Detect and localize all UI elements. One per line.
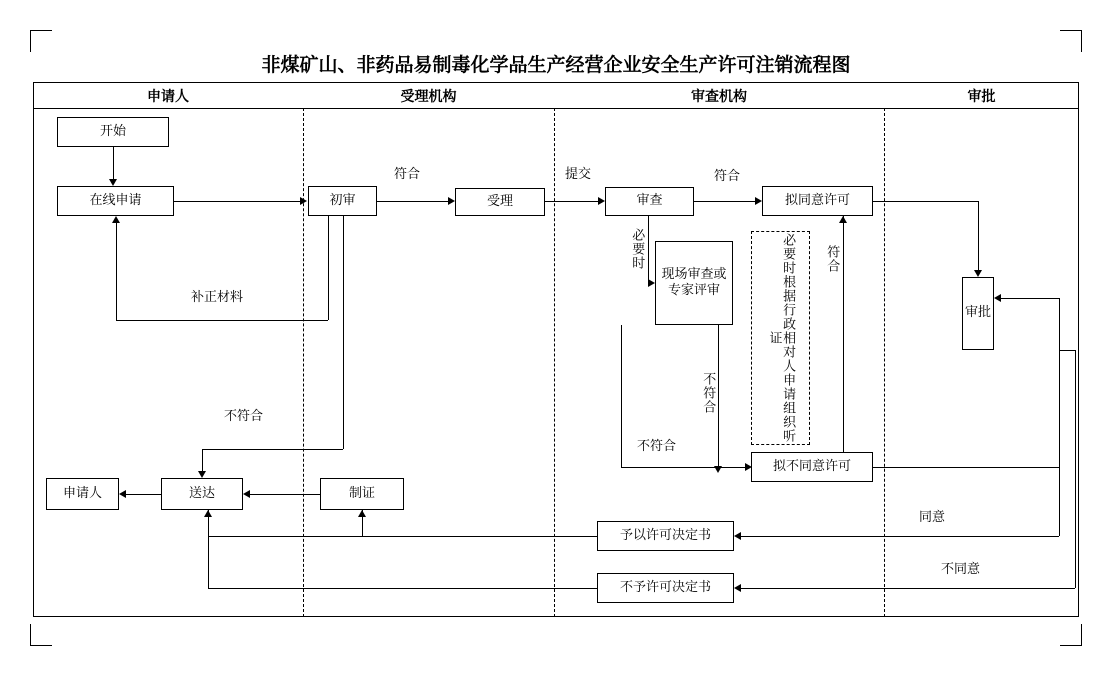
- node-deny-decision[interactable]: 不予许可决定书: [597, 573, 734, 603]
- edge-supplement-v-left: [116, 223, 117, 320]
- edge-label-not-qualified-vertical: 不符合: [700, 372, 716, 414]
- edge-agree-to-approve-h: [873, 201, 978, 202]
- edge-first-review-reject-v: [343, 216, 344, 449]
- node-start[interactable]: 开始: [57, 117, 169, 147]
- edge-supplement-h: [116, 320, 328, 321]
- edge-examine-notqualified-h: [621, 467, 745, 468]
- edge-examine-to-agree: [694, 201, 755, 202]
- edge-label-supplement: 补正材料: [191, 290, 244, 305]
- edge-label-agree: 同意: [919, 510, 946, 525]
- edge-examine-to-onsite: [648, 216, 649, 283]
- arrowhead-disagree-into-approve: [994, 294, 1001, 302]
- edge-label-qualified-vertical: 符合: [824, 245, 840, 273]
- arrowhead-cert-to-deliver: [243, 490, 250, 498]
- edge-agree-to-approve-v: [978, 201, 979, 270]
- edge-label-submit: 提交: [565, 167, 592, 182]
- edge-disagree-into-approve: [1001, 298, 1059, 299]
- node-online-apply[interactable]: 在线申请: [57, 186, 174, 216]
- arrowhead-examine-notqualified: [745, 463, 752, 471]
- arrowhead-approve-agree: [734, 532, 741, 540]
- edge-deny-to-deliver-h: [208, 588, 597, 589]
- edge-supplement-v-right: [328, 216, 329, 320]
- edge-label-not-qualified-review: 不符合: [637, 439, 677, 454]
- arrowhead-supplement: [112, 216, 120, 223]
- node-first-review[interactable]: 初审: [308, 186, 377, 216]
- arrowhead-first-review-reject: [198, 471, 206, 478]
- edge-deny-to-deliver-v: [208, 510, 209, 588]
- edge-first-review-reject-h: [202, 449, 343, 450]
- edge-apply-to-first-review: [174, 201, 300, 202]
- node-onsite-review[interactable]: 现场审查或专家评审: [655, 241, 733, 325]
- arrowhead-start-to-apply: [109, 179, 117, 186]
- edge-accept-to-examine: [545, 201, 598, 202]
- edge-approve-agree-h: [741, 536, 1059, 537]
- node-grant-decision[interactable]: 予以许可决定书: [597, 521, 734, 551]
- edge-hearing-to-agree: [843, 216, 844, 452]
- page-title: 非煤矿山、非药品易制毒化学品生产经营企业安全生产许可注销流程图: [261, 54, 851, 76]
- arrowhead-examine-to-agree: [755, 197, 762, 205]
- edge-grant-to-cert-h: [208, 536, 597, 537]
- node-deliver[interactable]: 送达: [161, 478, 243, 510]
- crop-mark-bottom-left: [30, 624, 52, 646]
- lane-divider-2: [554, 108, 555, 617]
- edge-approve-disagree-h: [741, 588, 1075, 589]
- arrowhead-apply-to-first-review: [300, 197, 307, 205]
- edge-label-disagree: 不同意: [941, 562, 981, 577]
- node-approve[interactable]: 审批: [962, 277, 994, 350]
- crop-mark-top-right: [1060, 30, 1082, 52]
- node-agree-permit[interactable]: 拟同意许可: [762, 186, 873, 216]
- arrowhead-deny-to-deliver: [204, 510, 212, 517]
- edge-label-qualified-1: 符合: [394, 167, 421, 182]
- edge-approve-disagree-v: [1075, 350, 1076, 588]
- lane-divider-1: [303, 108, 304, 617]
- arrowhead-approve-disagree: [734, 584, 741, 592]
- crop-mark-top-left: [30, 30, 52, 52]
- arrowhead-agree-to-approve: [974, 270, 982, 277]
- column-header-acceptance: 受理机构: [400, 89, 457, 105]
- column-header-approval: 审批: [967, 89, 996, 105]
- node-accept[interactable]: 受理: [455, 188, 545, 216]
- edge-deliver-to-applicant: [126, 494, 161, 495]
- header-separator: [33, 108, 1079, 109]
- edge-label-when-needed: 必要时: [629, 228, 645, 270]
- column-header-review: 审查机构: [691, 89, 747, 105]
- edge-examine-notqualified-v: [621, 325, 622, 467]
- edge-onsite-down: [718, 325, 719, 466]
- edge-label-not-qualified-first: 不符合: [224, 409, 264, 424]
- node-examine[interactable]: 审查: [605, 187, 694, 216]
- arrowhead-hearing-to-agree: [839, 216, 847, 223]
- arrowhead-examine-to-onsite: [648, 279, 655, 287]
- lane-divider-3: [884, 108, 885, 617]
- node-disagree-permit[interactable]: 拟不同意许可: [751, 452, 873, 482]
- edge-label-qualified-2: 符合: [714, 169, 741, 184]
- arrowhead-first-review-to-accept: [448, 197, 455, 205]
- edge-disagree-to-right: [873, 467, 1059, 468]
- arrowhead-grant-to-cert: [358, 510, 366, 517]
- edge-first-review-reject-down: [202, 449, 203, 471]
- node-make-cert[interactable]: 制证: [320, 478, 404, 510]
- crop-mark-bottom-right: [1060, 624, 1082, 646]
- edge-approve-disagree-top: [1059, 350, 1075, 351]
- node-applicant[interactable]: 申请人: [46, 478, 119, 510]
- edge-approve-agree-v: [1059, 350, 1060, 536]
- arrowhead-accept-to-examine: [598, 197, 605, 205]
- arrowhead-deliver-to-applicant: [119, 490, 126, 498]
- edge-cert-to-deliver: [250, 494, 320, 495]
- edge-first-review-to-accept: [377, 201, 448, 202]
- column-header-applicant: 申请人: [147, 89, 189, 105]
- node-hearing[interactable]: 必要时根据行政相对人申请组织听证: [751, 231, 810, 445]
- edge-start-to-apply: [113, 147, 114, 179]
